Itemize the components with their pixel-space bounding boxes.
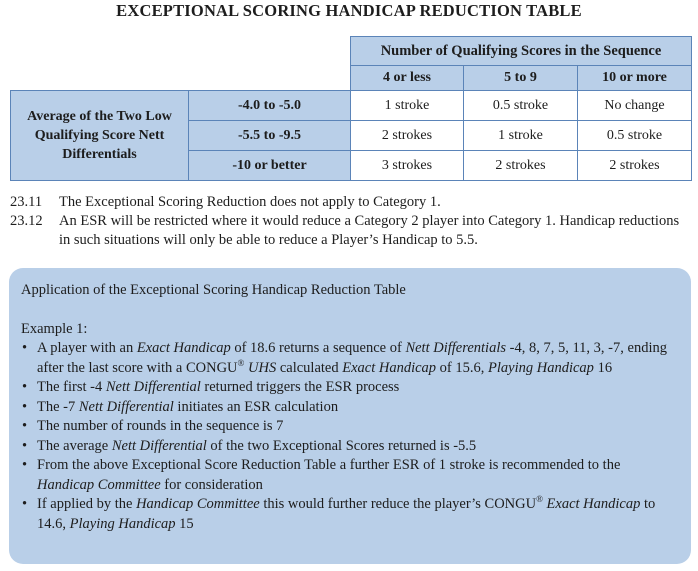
rule-text: An ESR will be restricted where it would reduce a Category 2 player into Category 1. Handicap reductions in such situations will only be able to reduce a Player’s Handicap to 5.5. (59, 213, 680, 248)
text-segment: 16 (593, 359, 613, 376)
text-segment: calculated (276, 359, 343, 376)
range-cell: -4.0 to -5.0 (189, 91, 351, 121)
italic-term: Playing Handicap (69, 515, 176, 532)
text-segment: returned triggers the ESR process (200, 379, 400, 395)
bullet-item (21, 456, 679, 495)
rule-23-12 (10, 212, 692, 250)
table-cell: 3 strokes (351, 151, 464, 181)
example-label: Example 1: (21, 320, 88, 337)
rule-number: 23.11 (10, 194, 43, 210)
bullet-item (21, 398, 679, 418)
text-segment: of the two Exceptional Scores returned is -5.5 (206, 437, 477, 454)
text-segment: -4, 8, 7, 5, 11, 3, -7, ending after the last score with a CONGU (37, 340, 667, 376)
table-cell: No change (578, 91, 692, 121)
italic-term: Exact Handicap (546, 496, 641, 512)
text-segment: A player with an (37, 340, 137, 356)
group-header: Number of Qualifying Scores in the Sequence (351, 37, 692, 66)
italic-term: Exact Handicap (136, 340, 231, 356)
range-cell: -10 or better (189, 151, 351, 181)
bullet-item (21, 437, 679, 457)
table-cell: 2 strokes (578, 151, 692, 181)
row-group-header: Average of the Two Low Qualifying Score Nett Differentials (11, 91, 189, 181)
italic-term: Nett Differential (111, 437, 207, 454)
bullet-icon: • (22, 457, 28, 473)
rule-23-11 (10, 193, 692, 212)
example-bullets (21, 339, 679, 534)
text-segment: From the above Exceptional Score Reduction Table a further ESR of 1 stroke is recommended to the (37, 457, 621, 473)
rule-number: 23.12 (10, 213, 43, 229)
table-cell: 2 strokes (464, 151, 578, 181)
text-segment: of 18.6 returns a sequence of (230, 340, 406, 356)
rules-list (10, 193, 692, 250)
text-segment: initiates an ESR calculation (173, 398, 339, 415)
page-title: EXCEPTIONAL SCORING HANDICAP REDUCTION TABLE (116, 1, 582, 20)
table-cell: 1 stroke (351, 91, 464, 121)
bullet-icon: • (22, 418, 28, 434)
bullet-icon: • (22, 437, 28, 454)
text-segment: The average (37, 437, 112, 454)
text-segment: to 14.6, (37, 496, 656, 532)
box-title: Application of the Exceptional Scoring Handicap Reduction Table (21, 282, 406, 298)
column-header: 10 or more (578, 66, 692, 91)
esr-table (10, 36, 692, 181)
range-cell: -5.5 to -9.5 (189, 121, 351, 151)
italic-term: Handicap Committee (136, 496, 260, 512)
text-segment: If applied by the (37, 496, 137, 512)
registered-mark: ® (237, 357, 245, 368)
bullet-item (21, 339, 679, 378)
table-cell: 0.5 stroke (578, 121, 692, 151)
italic-term: UHS (248, 359, 277, 376)
table-cell: 2 strokes (351, 121, 464, 151)
italic-term: Nett Differentials (405, 340, 507, 356)
italic-term: Nett Differential (78, 398, 174, 415)
italic-term: Playing Handicap (488, 359, 594, 376)
text-segment: 15 (175, 515, 194, 532)
bullet-item (21, 495, 679, 534)
bullet-item (21, 378, 679, 398)
application-box (9, 268, 691, 564)
bullet-icon: • (22, 496, 28, 512)
bullet-icon: • (22, 398, 28, 415)
column-header: 4 or less (351, 66, 464, 91)
registered-mark: ® (536, 494, 543, 505)
table-cell: 1 stroke (464, 121, 578, 151)
text-segment: of 15.6, (436, 359, 489, 376)
rule-text: The Exceptional Scoring Reduction does not apply to Category 1. (59, 194, 441, 210)
bullet-item (21, 417, 679, 437)
italic-term: Exact Handicap (342, 359, 437, 376)
text-segment: for consideration (160, 476, 263, 493)
text-segment: The -7 (37, 398, 79, 415)
bullet-icon: • (22, 340, 28, 356)
text-segment: The number of rounds in the sequence is 7 (37, 418, 284, 434)
italic-term: Handicap Committee (37, 476, 161, 493)
italic-term: Nett Differential (105, 379, 201, 395)
text-segment: The first -4 (37, 379, 106, 395)
text-segment: this would further reduce the player’s CONGU (259, 496, 537, 512)
table-cell: 0.5 stroke (464, 91, 578, 121)
column-header: 5 to 9 (464, 66, 578, 91)
bullet-icon: • (22, 379, 28, 395)
